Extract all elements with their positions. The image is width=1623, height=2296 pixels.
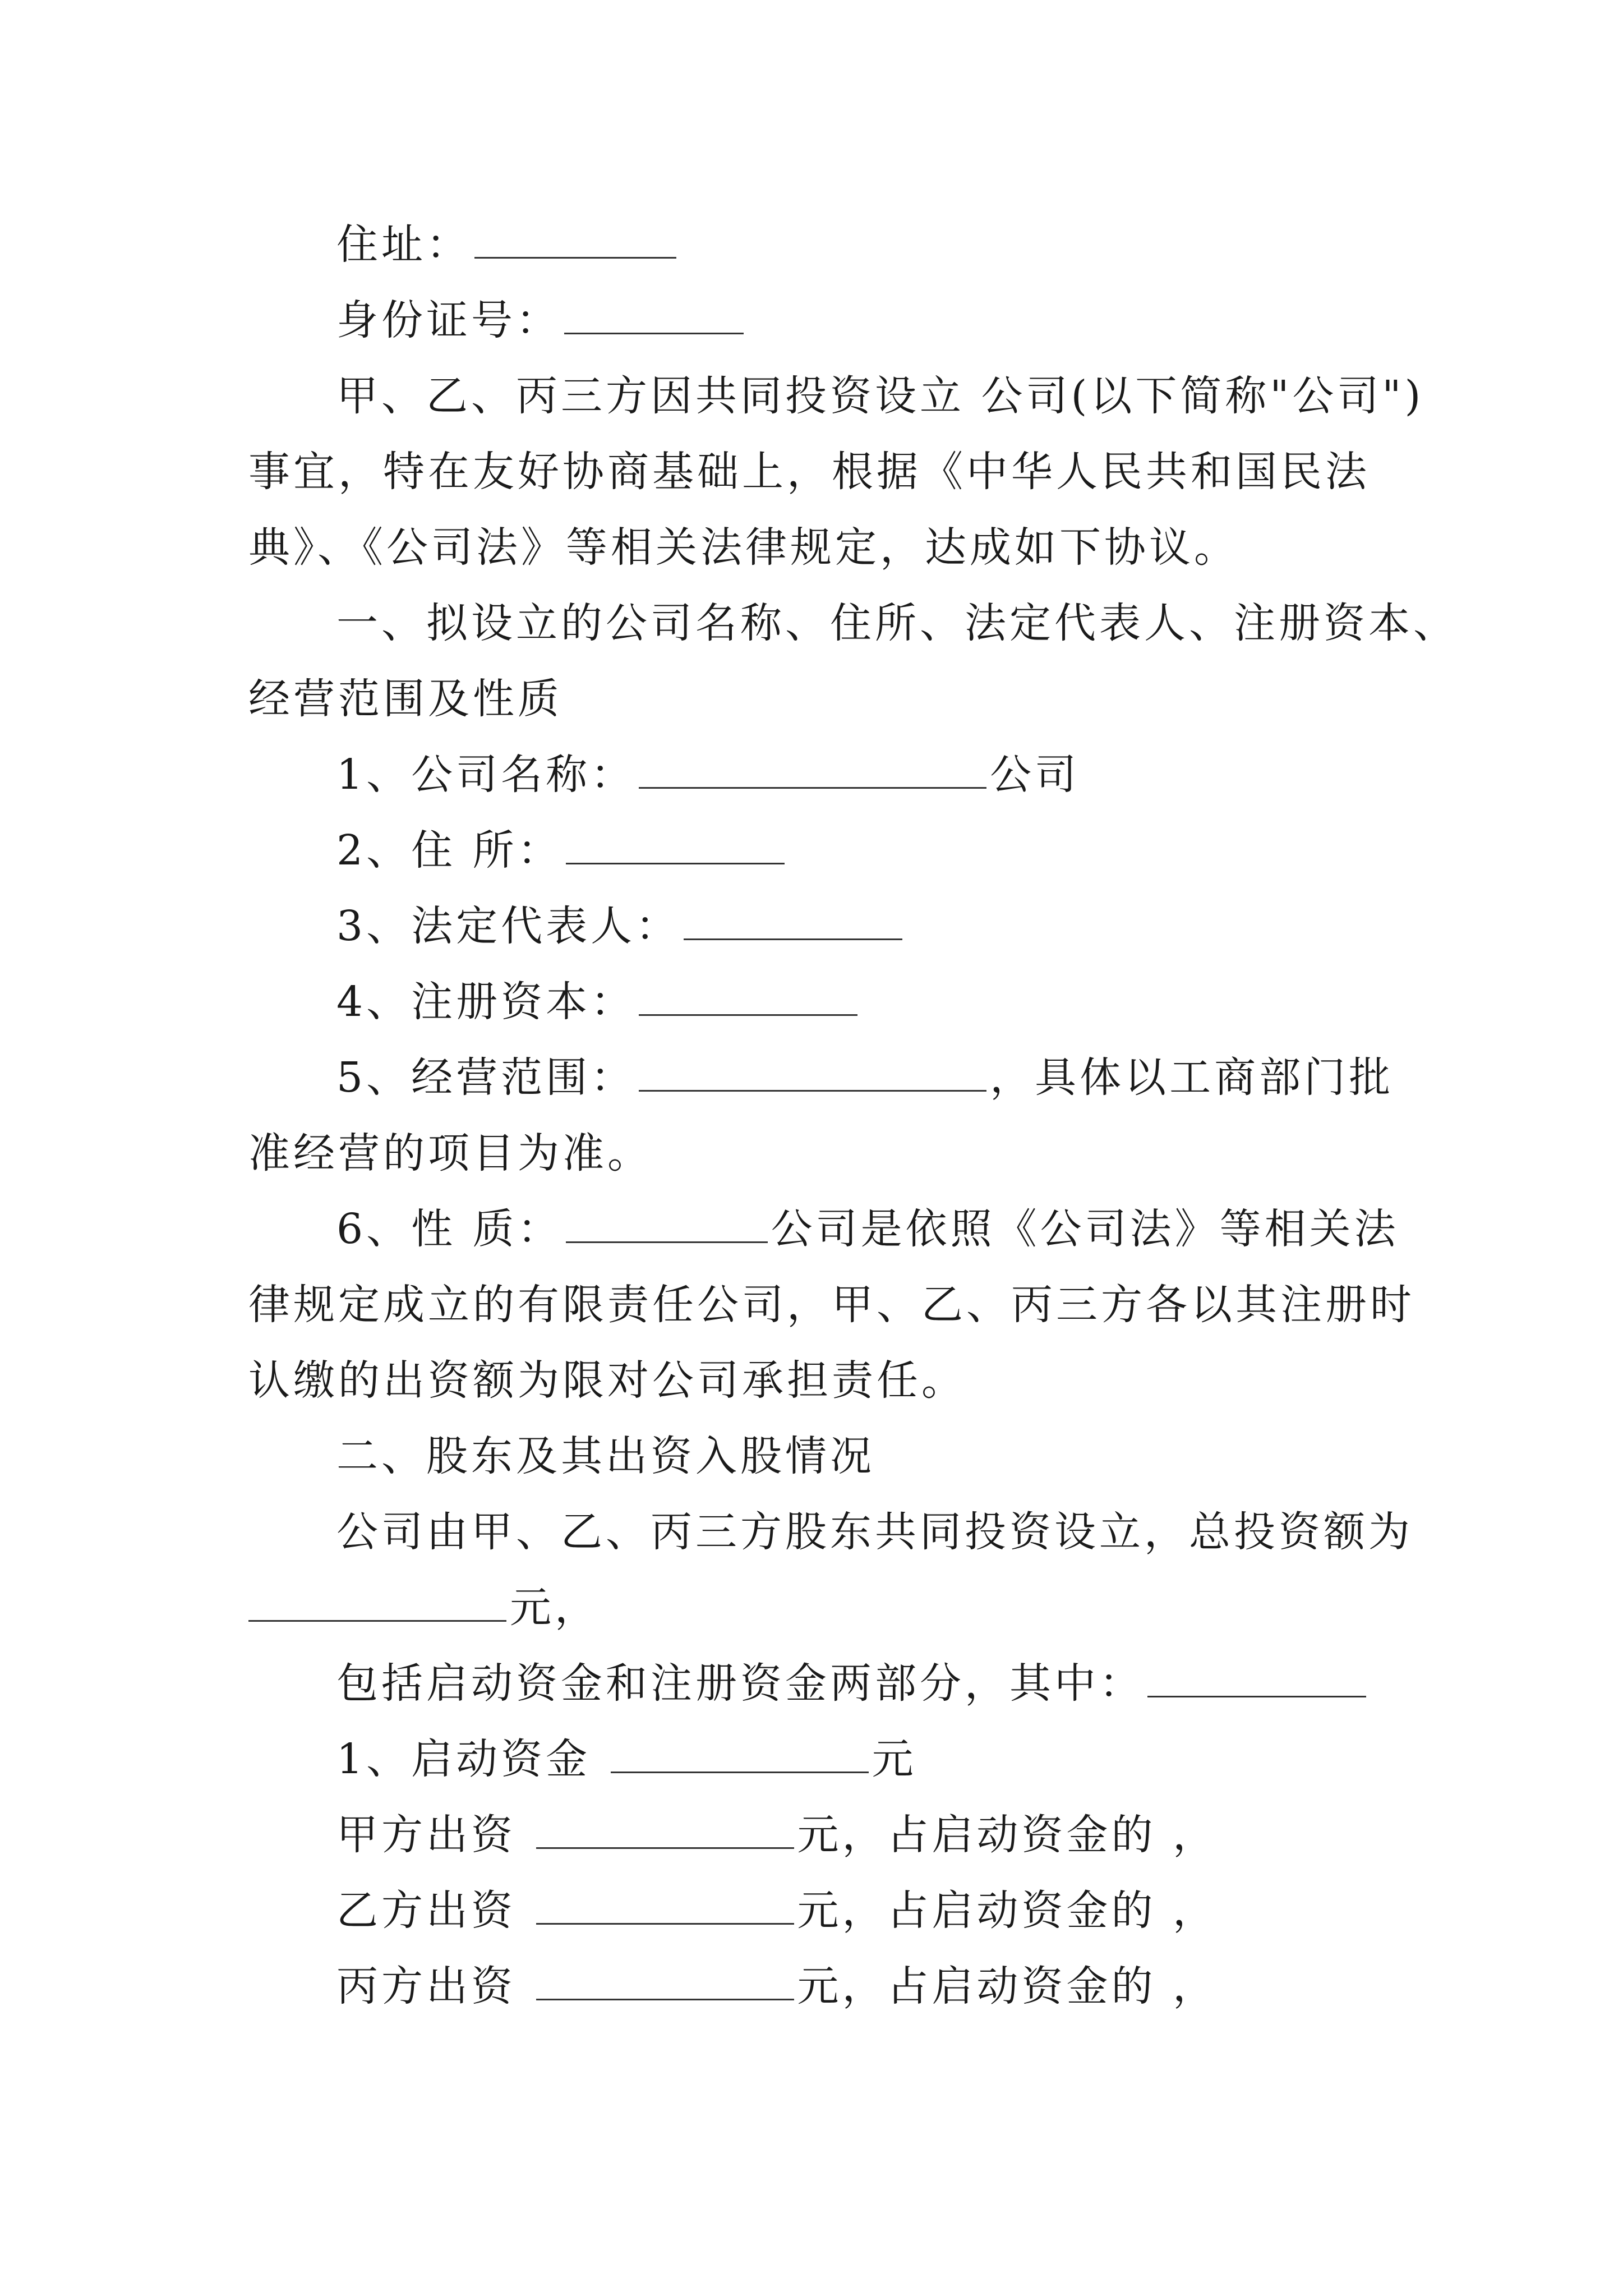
section-one-heading-line-1: 一、拟设立的公司名称、住所、法定代表人、注册资本、: [336, 599, 1458, 647]
registered-capital-blank[interactable]: [639, 979, 857, 1016]
party-c-share-text: 元，占启动资金的 ，: [797, 1962, 1218, 2010]
address-blank[interactable]: [474, 222, 676, 259]
party-b-amount-blank[interactable]: [536, 1888, 794, 1925]
business-scope-note: ，具体以工商部门批: [990, 1053, 1394, 1102]
nature-blank[interactable]: [566, 1207, 768, 1243]
business-scope-blank[interactable]: [639, 1055, 986, 1092]
paragraph-intro-line-2: 事宜，特在友好协商基础上，根据《中华人民共和国民法: [248, 448, 1370, 496]
id-number-blank[interactable]: [564, 298, 744, 334]
party-c-contribution-line: [336, 1959, 1408, 2013]
legal-rep-blank[interactable]: [684, 904, 902, 940]
nature-label: 6、性 质：: [336, 1205, 562, 1253]
registered-capital-line: [336, 975, 1408, 1029]
address-line: [336, 218, 1408, 272]
party-c-amount-blank[interactable]: [536, 1964, 794, 2000]
total-investment-line-1: 公司由甲、乙、丙三方股东共同投资设立，总投资额为: [336, 1508, 1413, 1556]
startup-funds-blank[interactable]: [611, 1737, 869, 1773]
business-scope-label: 5、经营范围：: [336, 1053, 636, 1102]
party-a-contribution-line: [336, 1808, 1408, 1862]
funds-composition-text: 包括启动资金和注册资金两部分，其中：: [336, 1659, 1144, 1708]
party-b-contribution-line: [336, 1884, 1408, 1938]
party-c-label: 丙方出资: [336, 1962, 516, 2010]
paragraph-intro-line-3: 典》、《公司法》等相关法律规定，达成如下协议。: [248, 523, 1239, 572]
registered-capital-label: 4、注册资本：: [336, 978, 636, 1026]
startup-funds-line: [336, 1732, 1408, 1786]
party-a-share-text: 元，占启动资金的 ，: [797, 1811, 1218, 1859]
nature-line-2: 律规定成立的有限责任公司，甲、乙、丙三方各以其注册时: [248, 1281, 1415, 1329]
startup-funds-label: 1、启动资金: [336, 1735, 591, 1783]
business-scope-line: [336, 1051, 1408, 1105]
residence-label: 2、住 所：: [336, 826, 562, 875]
residence-blank[interactable]: [566, 828, 785, 864]
legal-rep-label: 3、法定代表人：: [336, 902, 681, 950]
section-two-heading: 二、股东及其出资入股情况: [336, 1432, 875, 1480]
nature-line: [336, 1202, 1408, 1256]
total-investment-line-2: [248, 1581, 1404, 1635]
id-number-label: 身份证号：: [336, 296, 561, 344]
id-number-line: [336, 293, 1408, 347]
total-investment-blank[interactable]: [248, 1585, 506, 1622]
paragraph-intro-line-1: 甲、乙、丙三方因共同投资设立 公司(以下简称"公司"): [336, 372, 1424, 420]
section-one-heading-line-2: 经营范围及性质: [248, 675, 562, 723]
startup-funds-unit: 元: [872, 1735, 917, 1783]
company-name-blank[interactable]: [639, 752, 986, 789]
funds-composition-blank[interactable]: [1147, 1661, 1366, 1697]
company-name-line: [336, 748, 1408, 802]
party-b-share-text: 元，占启动资金的 ，: [797, 1887, 1218, 1935]
party-a-amount-blank[interactable]: [536, 1812, 794, 1849]
total-investment-unit: 元，: [510, 1584, 600, 1632]
business-scope-line-2: 准经营的项目为准。: [248, 1129, 652, 1177]
company-name-label: 1、公司名称：: [336, 751, 636, 799]
nature-line-3: 认缴的出资额为限对公司承担责任。: [248, 1356, 966, 1405]
funds-composition-line: [336, 1657, 1408, 1710]
residence-line: [336, 823, 1408, 877]
party-a-label: 甲方出资: [336, 1811, 516, 1859]
nature-text: 公司是依照《公司法》等相关法: [771, 1205, 1399, 1253]
address-label: 住址：: [336, 220, 471, 269]
legal-rep-line: [336, 899, 1408, 953]
party-b-label: 乙方出资: [336, 1887, 516, 1935]
company-suffix: 公司: [990, 751, 1080, 799]
